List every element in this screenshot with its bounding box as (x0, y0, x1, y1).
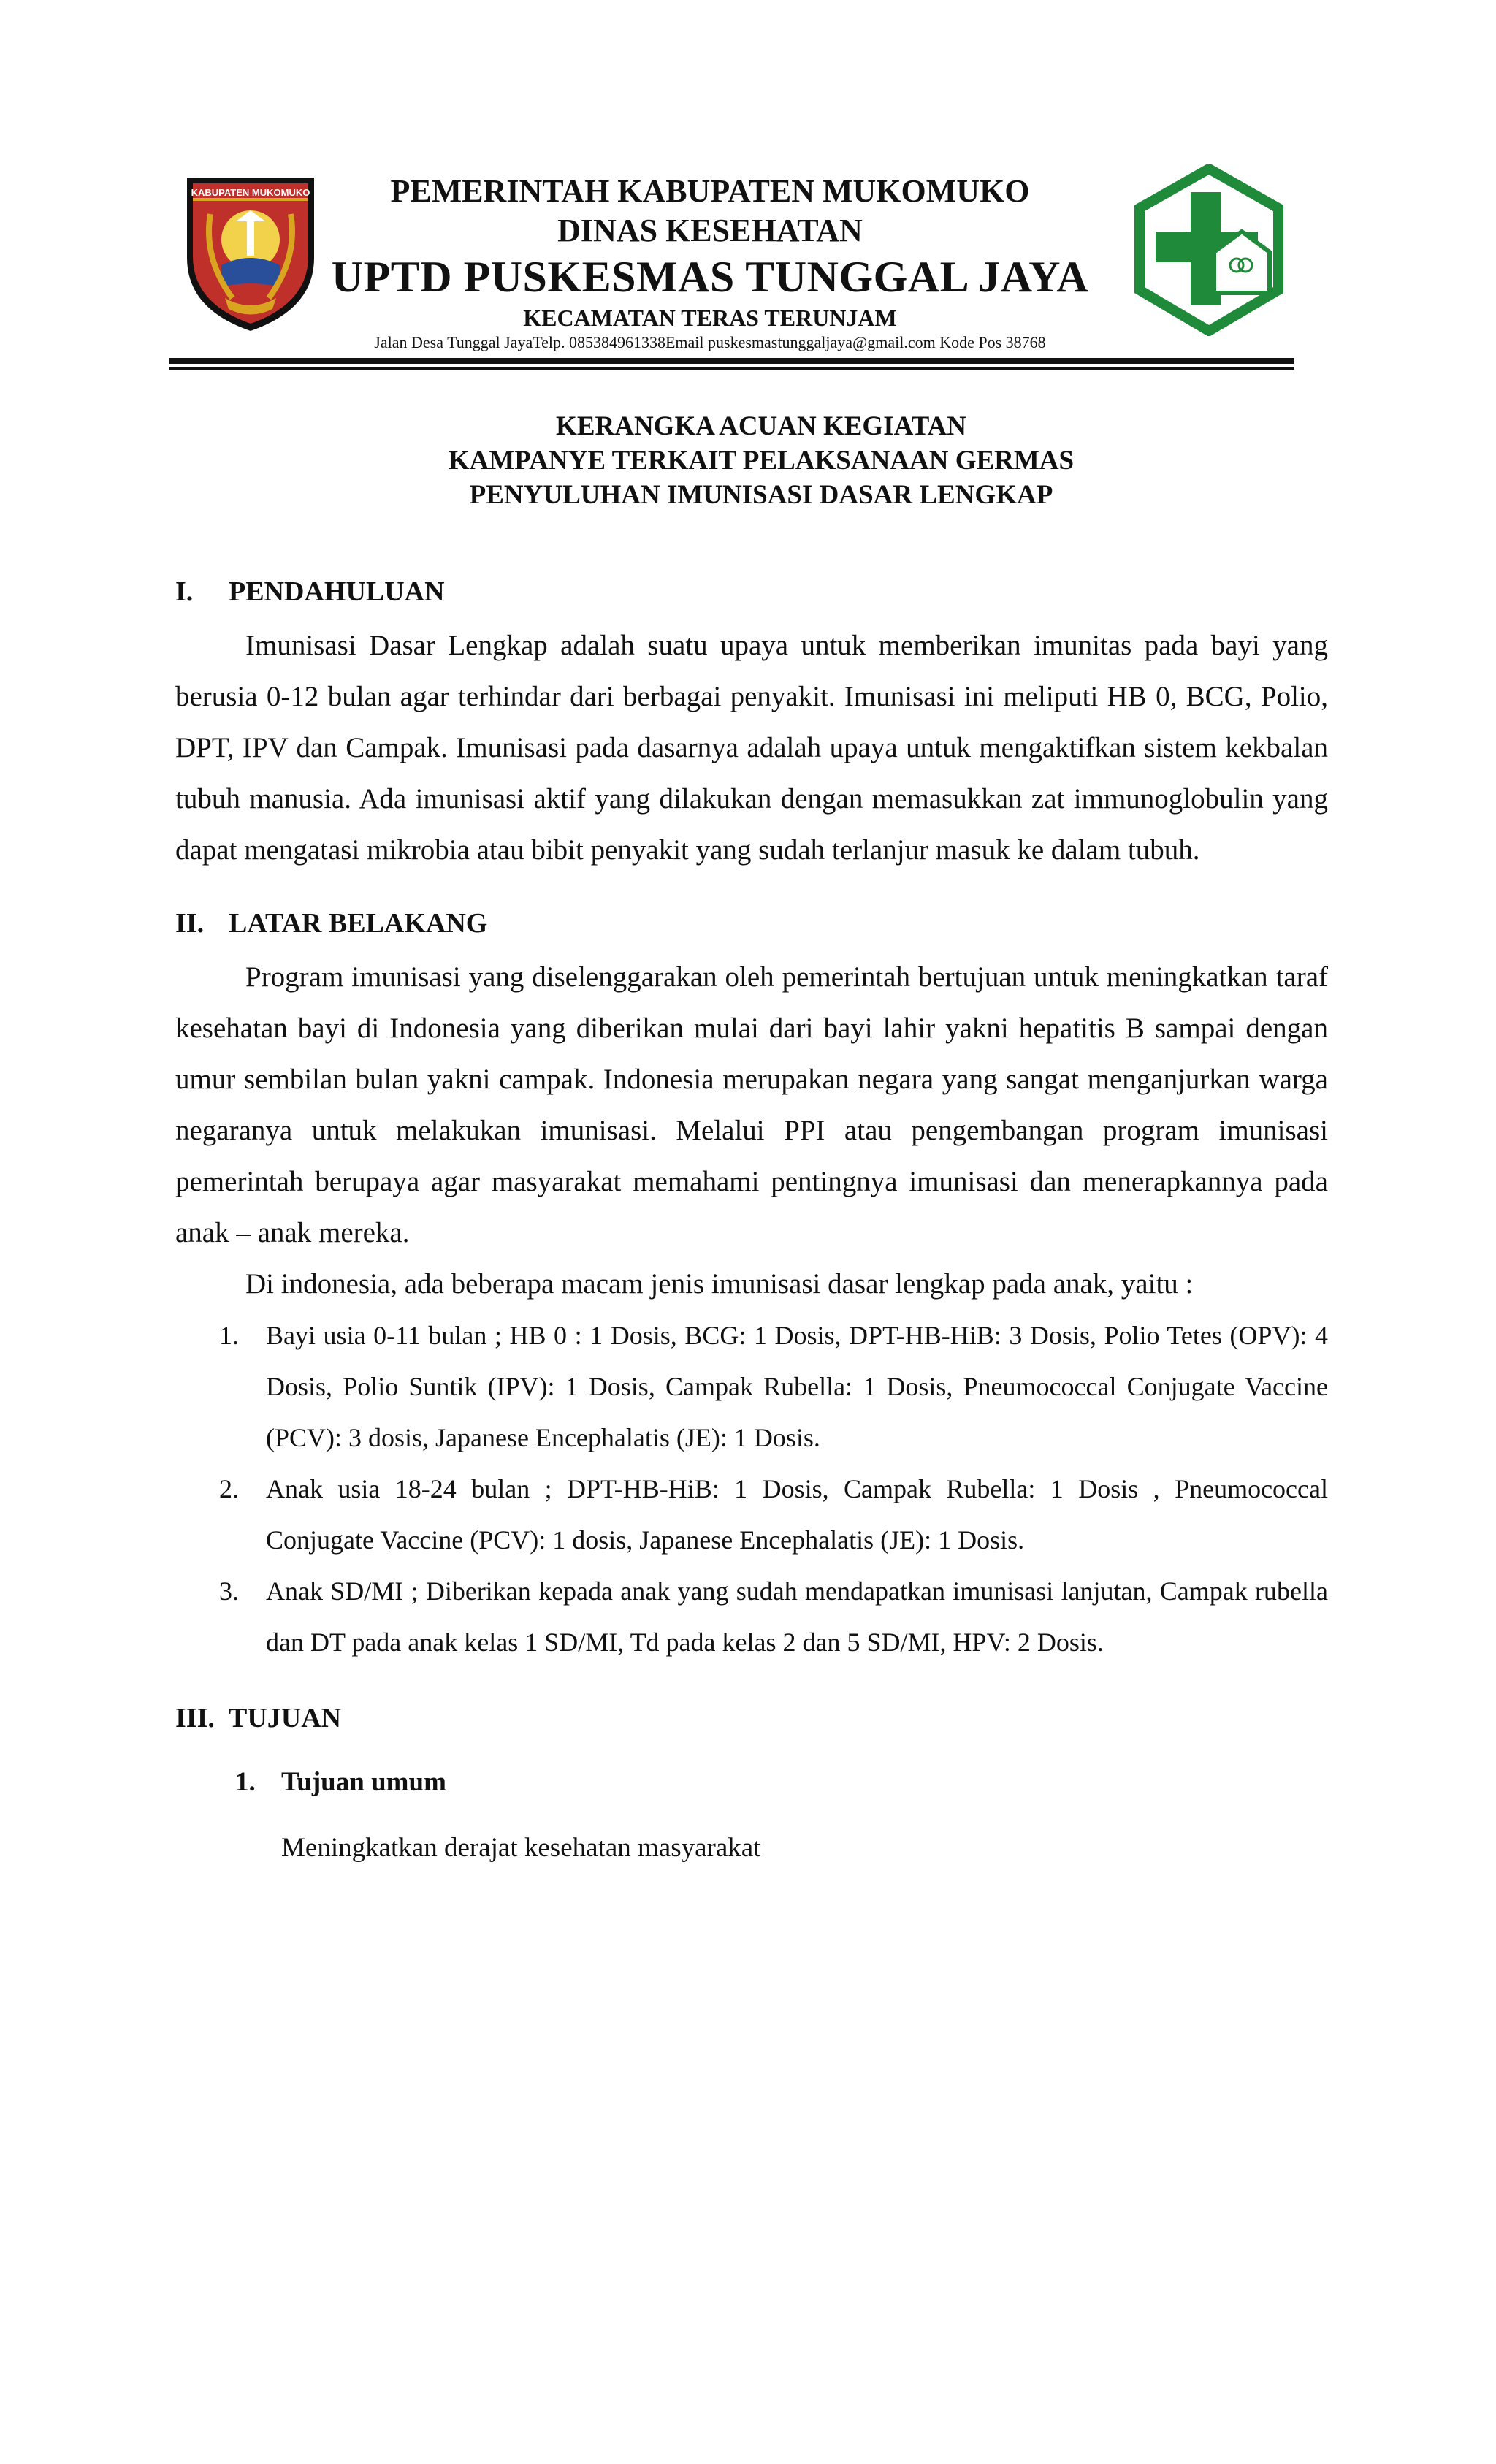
list-item-number: 3. (219, 1576, 239, 1606)
list-item-text: Bayi usia 0-11 bulan ; HB 0 : 1 Dosis, BCG: 1 Dosis, DPT-HB-HiB: 3 Dosis, Polio Tetes (OPV): 4 Dosis, Polio Suntik (IPV): 1 Dosis, Campak Rubella: 1 Dosis, Pneumococcal Conjugate Vaccine (PCV): 3 dosis, Japanese Encephalatis (JE): 1 Dosis. (266, 1321, 1328, 1452)
puskesmas-logo-icon (1132, 164, 1286, 336)
list-item (175, 1463, 1328, 1565)
section-heading-pendahuluan (175, 573, 1328, 610)
letterhead-text (316, 172, 1104, 353)
subsection-number: 1. (235, 1767, 256, 1797)
emblem-lettering: KABUPATEN MUKOMUKO (191, 187, 310, 198)
subsection-title: Tujuan umum (281, 1767, 446, 1797)
section-title: TUJUAN (229, 1703, 342, 1733)
list-item-text: Anak usia 18-24 bulan ; DPT-HB-HiB: 1 Dosis, Campak Rubella: 1 Dosis , Pneumococcal Conjugate Vaccine (PCV): 1 dosis, Japanese Encephalatis (JE): 1 Dosis. (266, 1474, 1328, 1555)
immunization-list (175, 1310, 1328, 1668)
department-name: DINAS KESEHATAN (557, 213, 863, 248)
latar-belakang-paragraph-1: Program imunisasi yang diselenggarakan oleh pemerintah bertujuan untuk meningkatkan taraf kesehatan bayi di Indonesia yang diberikan mulai dari bayi lahir yakni hepatitis B sampai dengan umur sembilan bulan yakni campak. Indonesia merupakan negara yang sangat menganjurkan warga negaranya untuk melakukan imunisasi. Melalui PPI atau pengembangan program imunisasi pemerintah berupaya agar masyarakat memahami pentingnya imunisasi dan menerapkannya pada anak – anak mereka. (175, 961, 1328, 1248)
document-title-line-1: KERANGKA ACUAN KEGIATAN (556, 411, 966, 441)
tujuan-umum-text: Meningkatkan derajat kesehatan masyarakat (281, 1833, 761, 1863)
list-item (175, 1310, 1328, 1463)
document-title-line-3: PENYULUHAN IMUNISASI DASAR LENGKAP (469, 480, 1053, 510)
letterhead-divider-thin (169, 367, 1294, 370)
section-title: PENDAHULUAN (229, 576, 445, 607)
district-name: KECAMATAN TERAS TERUNJAM (523, 305, 897, 331)
section-number: I. (175, 576, 194, 607)
list-item (175, 1565, 1328, 1668)
document-body (175, 573, 1328, 1866)
letterhead-divider-thick (169, 358, 1294, 364)
mukomuko-regency-emblem-icon (181, 170, 320, 335)
list-item-number: 1. (219, 1321, 239, 1350)
section-heading-latar-belakang (175, 905, 1328, 942)
section-number: III. (175, 1703, 215, 1733)
document-title-line-2: KAMPANYE TERKAIT PELAKSANAAN GERMAS (448, 446, 1075, 476)
subsection-heading-tujuan-umum (175, 1764, 1328, 1801)
list-item-text: Anak SD/MI ; Diberikan kepada anak yang sudah mendapatkan imunisasi lanjutan, Campak rubella dan DT pada anak kelas 1 SD/MI, Td pada kelas 2 dan 5 SD/MI, HPV: 2 Dosis. (266, 1576, 1328, 1657)
pendahuluan-paragraph: Imunisasi Dasar Lengkap adalah suatu upaya untuk memberikan imunitas pada bayi yang berusia 0-12 bulan agar terhindar dari berbagai penyakit. Imunisasi ini meliputi HB 0, BCG, Polio, DPT, IPV dan Campak. Imunisasi pada dasarnya adalah upaya untuk mengaktifkan sistem kekbalan tubuh manusia. Ada imunisasi aktif yang dilakukan dengan memasukkan zat immunoglobulin yang dapat mengatasi mikrobia atau bibit penyakit yang sudah terlanjur masuk ke dalam tubuh. (175, 630, 1328, 866)
government-name: PEMERINTAH KABUPATEN MUKOMUKO (390, 173, 1030, 209)
list-item-number: 2. (219, 1474, 239, 1503)
document-title-block (169, 409, 1353, 512)
section-heading-tujuan (175, 1700, 1328, 1736)
letterhead (169, 164, 1294, 376)
address-line: Jalan Desa Tunggal JayaTelp. 085384961338Email puskesmastunggaljaya@gmail.com Kode Pos 38768 (374, 333, 1046, 351)
latar-belakang-paragraph-2: Di indonesia, ada beberapa macam jenis imunisasi dasar lengkap pada anak, yaitu : (245, 1268, 1194, 1300)
section-number: II. (175, 908, 205, 939)
section-title: LATAR BELAKANG (229, 908, 488, 939)
institution-name: UPTD PUSKESMAS TUNGGAL JAYA (331, 253, 1089, 301)
